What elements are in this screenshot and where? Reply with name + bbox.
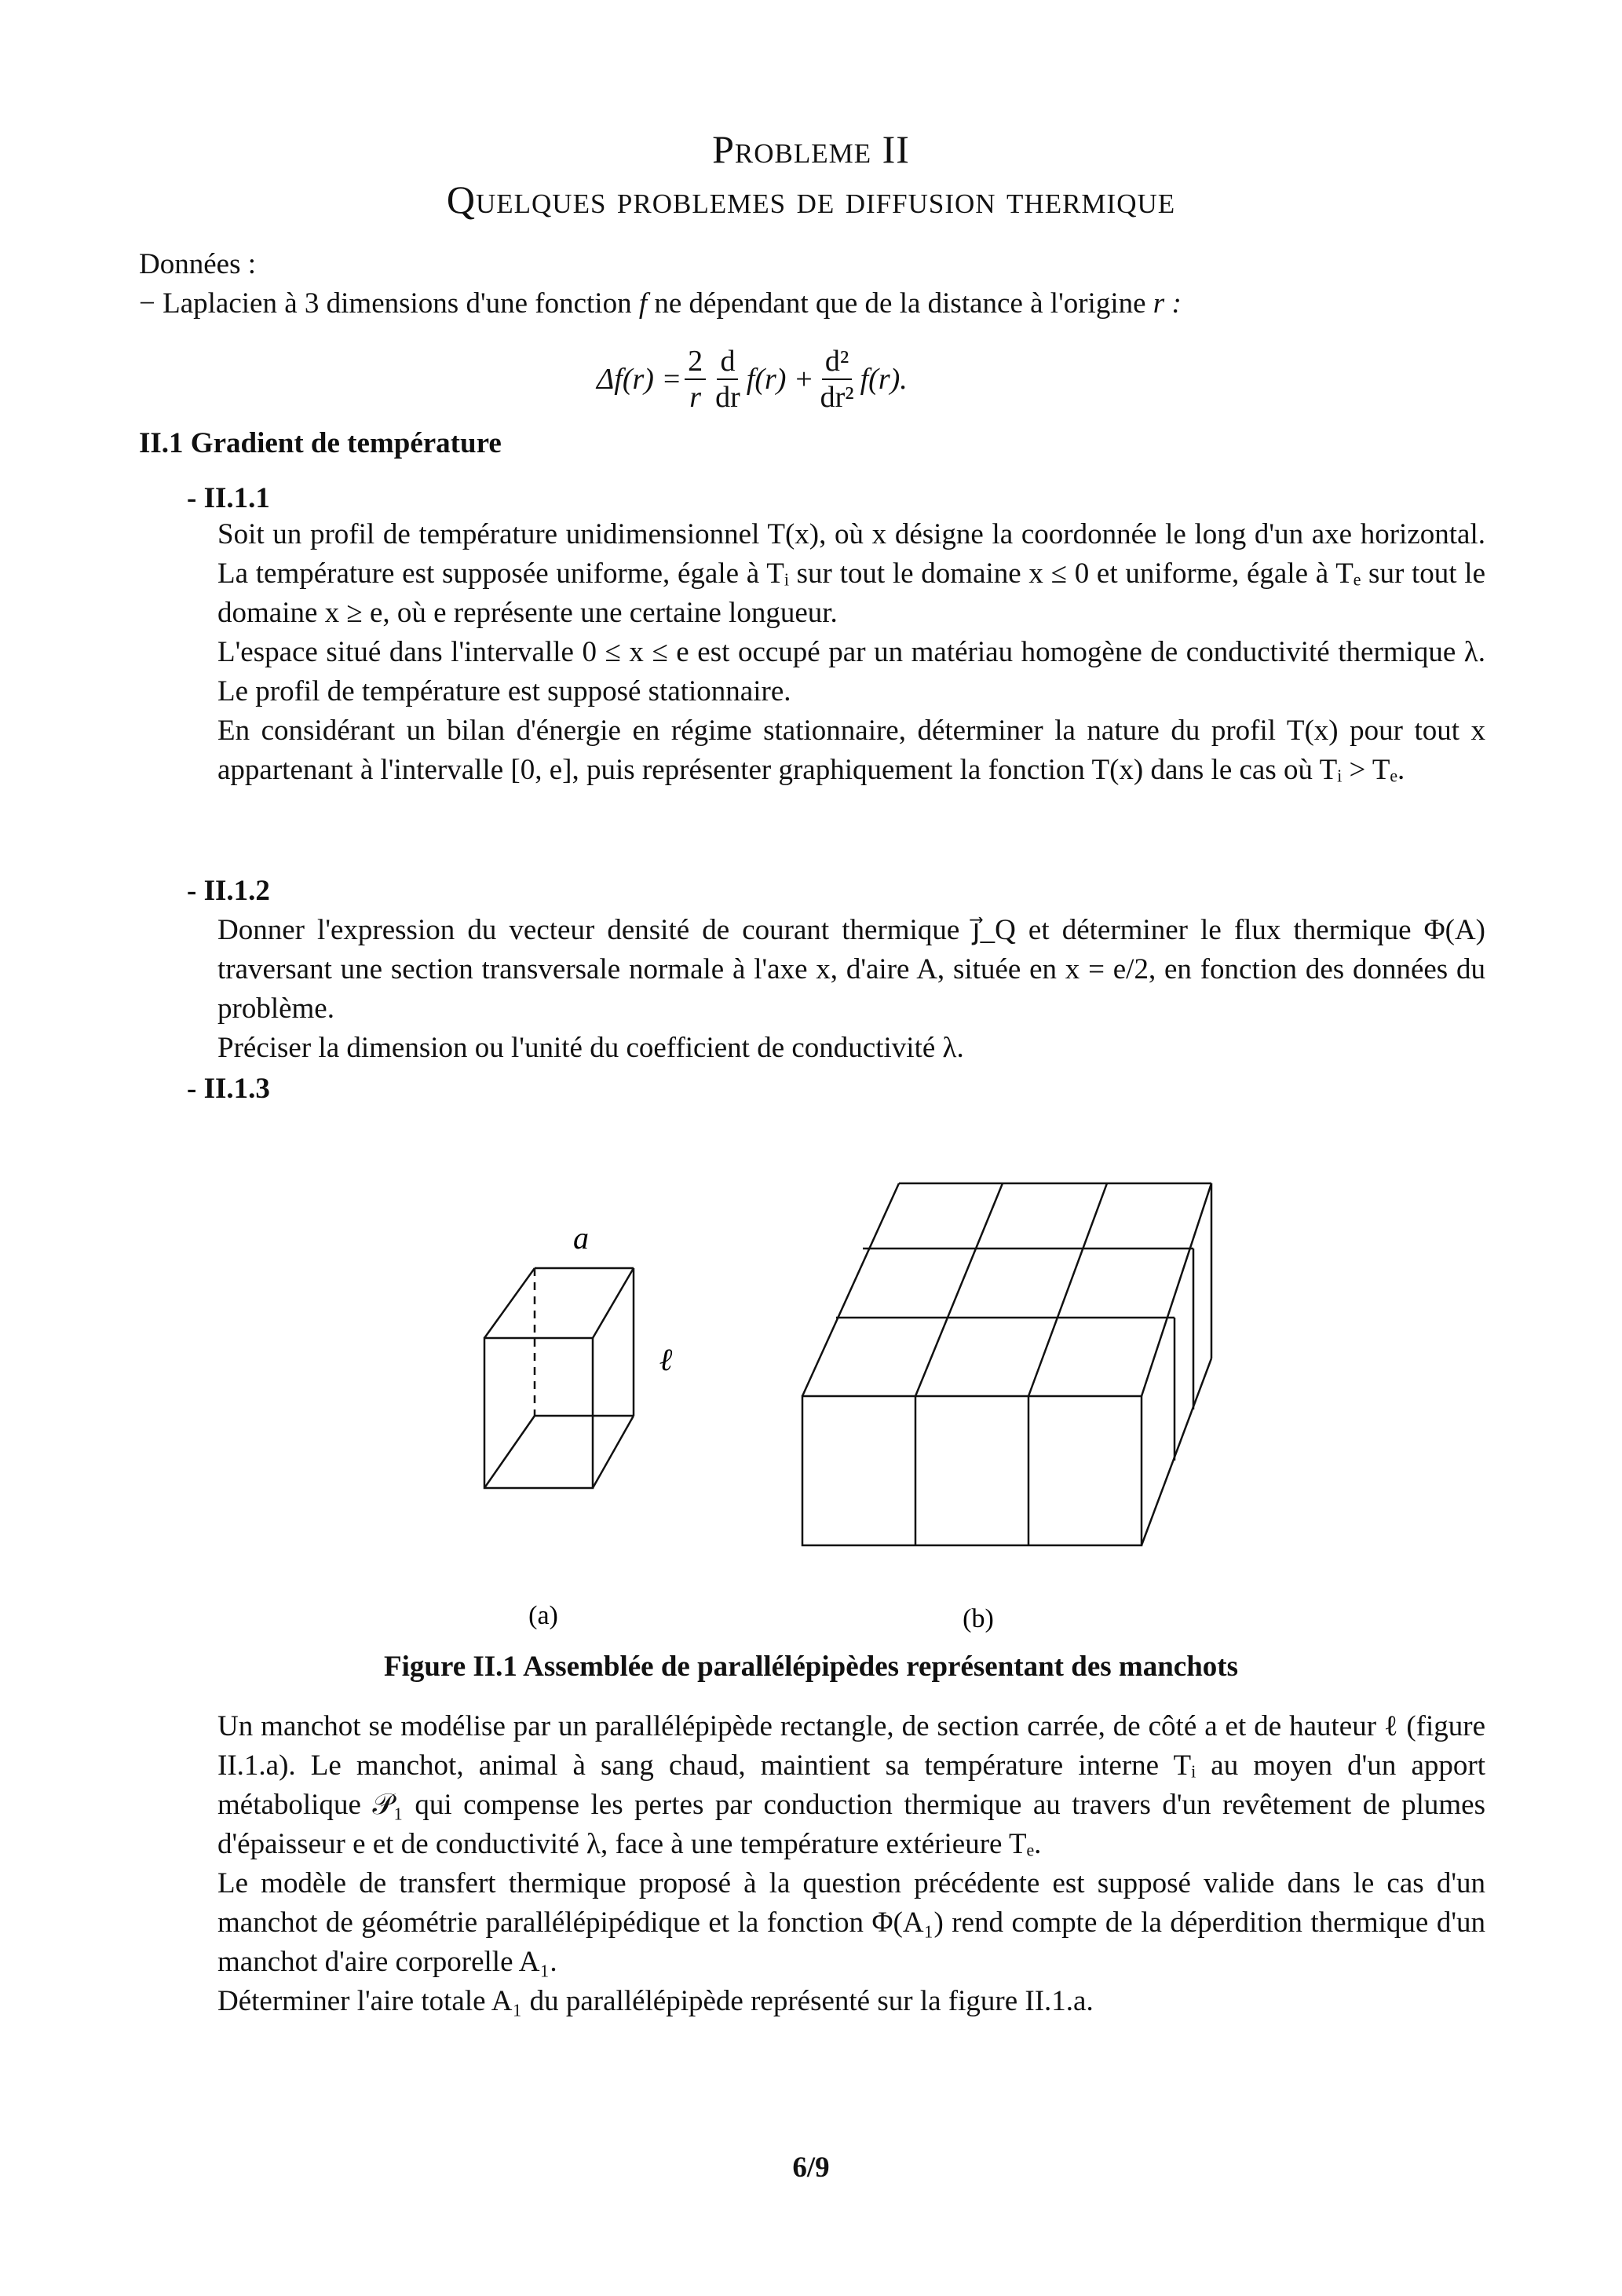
eq-rhs: f(r). [860, 363, 908, 396]
eq-frac-3-num: d² [822, 344, 852, 380]
eq-lhs: Δf(r) = [597, 363, 682, 396]
q1-body [217, 515, 1485, 790]
laplacian-intro-end: ne dépendant que de la distance à l'origine [654, 287, 1146, 320]
eq-mid: f(r) + [746, 363, 814, 396]
label-l-side: ℓ [659, 1342, 673, 1377]
q3-p2: Le modèle de transfert thermique proposé à la question précédente est supposé valide dans le cas d'un manchot de géométrie parallélépipédique et la fonction Φ(A₁) rend compte de la déperdition thermique d'un manchot d'aire corporelle A₁. [217, 1867, 1485, 1978]
problem-title: Probleme II [712, 127, 910, 171]
q2-text2: Préciser la dimension ou l'unité du coefficient de conductivité λ. [217, 1032, 964, 1064]
eq-frac-2-num: d [717, 344, 738, 380]
assembly-drawing [802, 1183, 1211, 1545]
single-box-drawing [484, 1268, 634, 1488]
q2-label: - II.1.2 [187, 875, 270, 907]
label-a-side: a [573, 1220, 589, 1256]
laplacian-intro [139, 284, 1474, 324]
page-number: 6/9 [792, 2152, 830, 2184]
q1-label: - II.1.1 [187, 482, 270, 514]
q1-text: Soit un profil de température unidimensionnel T(x), où x désigne la coordonnée le long d'un axe horizontal. La température est supposée uniforme, égale à Tᵢ sur tout le domaine x ≤ 0 et uniforme, égale à Tₑ sur tout le domaine x ≥ e, où e représente une certaine longueur. [217, 518, 1485, 629]
q3-p3: Déterminer l'aire totale A₁ du parallélépipède représenté sur la figure II.1.a. [217, 1985, 1094, 2017]
eq-frac-2 [712, 344, 743, 415]
donnees-label: Données : [139, 248, 256, 280]
laplacian-intro-text: − Laplacien à 3 dimensions d'une fonction [139, 287, 632, 320]
sub-label-a: (a) [528, 1601, 558, 1630]
eq-frac-1 [685, 344, 706, 415]
problem-subtitle: Quelques problemes de diffusion thermique [446, 177, 1176, 221]
eq-frac-2-den: dr [715, 381, 740, 414]
q2-body [217, 911, 1485, 1068]
q2-text: Donner l'expression du vecteur densité de courant thermique j⃗_Q et déterminer le flux thermique Φ(A) traversant une section transversale normale à l'axe x, d'aire A, située en x = e/2, en fonction des données du problème. [217, 914, 1485, 1025]
laplacian-intro-var: f [638, 287, 648, 320]
laplacian-equation [597, 336, 908, 422]
q1-text2: L'espace situé dans l'intervalle 0 ≤ x ≤ e est occupé par un matériau homogène de conductivité thermique λ. Le profil de température est supposé stationnaire. [217, 636, 1485, 707]
eq-frac-3-den: dr² [820, 381, 854, 414]
figure-parallelepipeds [0, 1162, 1622, 1665]
eq-frac-1-num: 2 [685, 344, 706, 380]
figure-caption: Figure II.1 Assemblée de parallélépipèdes représentant des manchots [383, 1651, 1239, 1683]
eq-frac-3 [817, 344, 857, 415]
laplacian-intro-r: r : [1153, 287, 1182, 320]
q3-p1: Un manchot se modélise par un parallélépipède rectangle, de section carrée, de côté a et de hauteur ℓ (figure II.1.a). Le manchot, animal à sang chaud, maintient sa température interne Tᵢ au moyen d'un apport métabolique 𝒫₁ qui compense les pertes par conduction thermique au travers d'un revêtement de plumes d'épaisseur e et de conductivité λ, face à une température extérieure Tₑ. [217, 1710, 1485, 1860]
eq-frac-1-den: r [689, 381, 701, 414]
q3-label: - II.1.3 [187, 1073, 270, 1105]
section-heading: II.1 Gradient de température [139, 427, 502, 459]
q3-body [217, 1707, 1485, 2021]
sub-label-b: (b) [963, 1604, 994, 1633]
q1-text3: En considérant un bilan d'énergie en régime stationnaire, déterminer la nature du profil T(x) pour tout x appartenant à l'intervalle [0, e], puis représenter graphiquement la fonction T(x) dans le cas où Tᵢ > Tₑ. [217, 715, 1485, 786]
